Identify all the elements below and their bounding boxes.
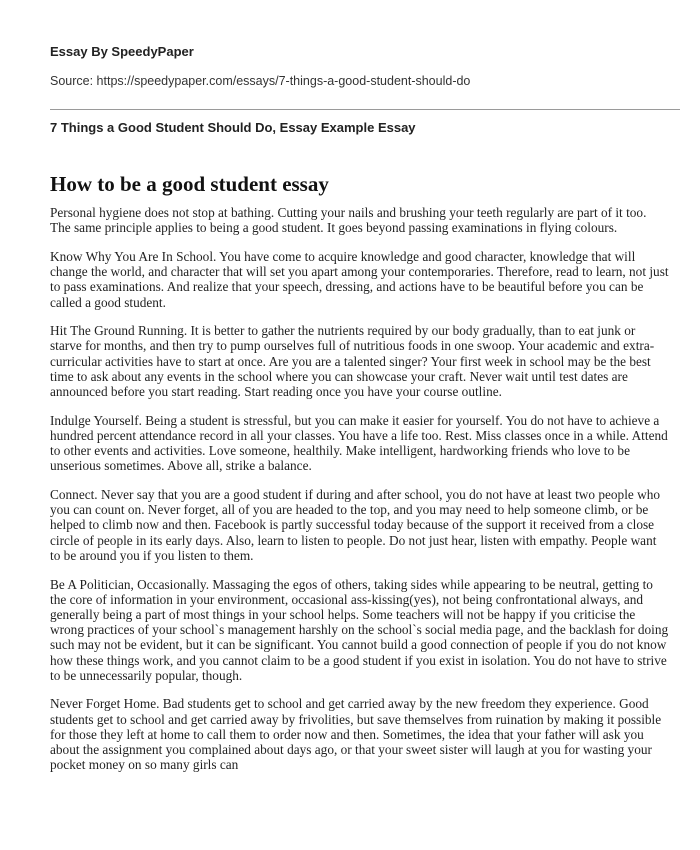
page-heading: How to be a good student essay — [50, 172, 329, 196]
essay-body — [50, 205, 670, 786]
header-divider — [50, 109, 680, 110]
paragraph: Be A Politician, Occasionally. Massaging the egos of others, taking sides while appearing to be neutral, getting to the core of information in your environment, occasional ass-kissing(yes), not being confrontational always, and generally being a part of most things in your school helps. Some teachers will not be happy if you criticise the wrong practices of your school`s management harshly on the school`s social media page, and the backlash for doing such may not be evident, but it can be significant. You cannot build a good connection of people if you do not know how these things work, and you cannot claim to be a good student if you exist in isolation. You do not have to strive to be unnecessarily popular, though. — [50, 576, 669, 683]
paragraph: Indulge Yourself. Being a student is stressful, but you can make it easier for yourself. You do not have to achieve a hundred percent attendance record in all your classes. You have a life too. Rest. Miss classes once in a while. Attend to other events and activities. Love someone, healthily. Make intelligent, hardworking friends who love to be unserious sometimes. Above all, strike a balance. — [50, 412, 668, 474]
brand-label: Essay By SpeedyPaper — [50, 44, 194, 59]
source-link[interactable]: Source: https://speedypaper.com/essays/7-things-a-good-student-should-do — [50, 74, 471, 88]
paragraph: Hit The Ground Running. It is better to gather the nutrients required by our body gradually, than to eat junk or starve for months, and then try to pump ourselves full of nutritious foods in one swoop. Your academic and extra-curricular activities have to start at once. Are you are a talented singer? Your first week in school may be the best time to ask about any events in the school where you can showcase your craft. Never wait until test dates are announced before you start reading. Start reading once you have your course outline. — [50, 323, 655, 400]
paragraph: Personal hygiene does not stop at bathing. Cutting your nails and brushing your teeth regularly are part of it too. The same principle applies to being a good student. It goes beyond passing examinations in flying colours. — [50, 205, 647, 236]
paragraph: Connect. Never say that you are a good student if during and after school, you do not have at least two people who you can count on. Never forget, all of you are headed to the top, and you may need to help someone climb, or be helped to climb now and then. Facebook is partly successful today because of the support it received from a close circle of people in its early days. Also, learn to listen to people. Do not just hear, listen with empathy. People want to be around you if you listen to them. — [50, 487, 661, 563]
essay-title: 7 Things a Good Student Should Do, Essay Example Essay — [50, 120, 416, 135]
paragraph: Never Forget Home. Bad students get to school and get carried away by the new freedom they experience. Good students get to school and get carried away by frivolities, but save themselves from ruination by making it possible for those they left at home to call them to order now and then. Sometimes, the idea that your father will ask you about the assignment you complained about days ago, or that your sweet sister will laugh at you for wasting your pocket money on so many girls can — [50, 696, 662, 773]
paragraph: Know Why You Are In School. You have come to acquire knowledge and good character, knowledge that will change the world, and character that will set you apart among your contemporaries. Therefore, read to learn, not just to pass examinations. And realize that your speech, dressing, and actions have to be beautiful before you can be called a good student. — [50, 248, 669, 310]
